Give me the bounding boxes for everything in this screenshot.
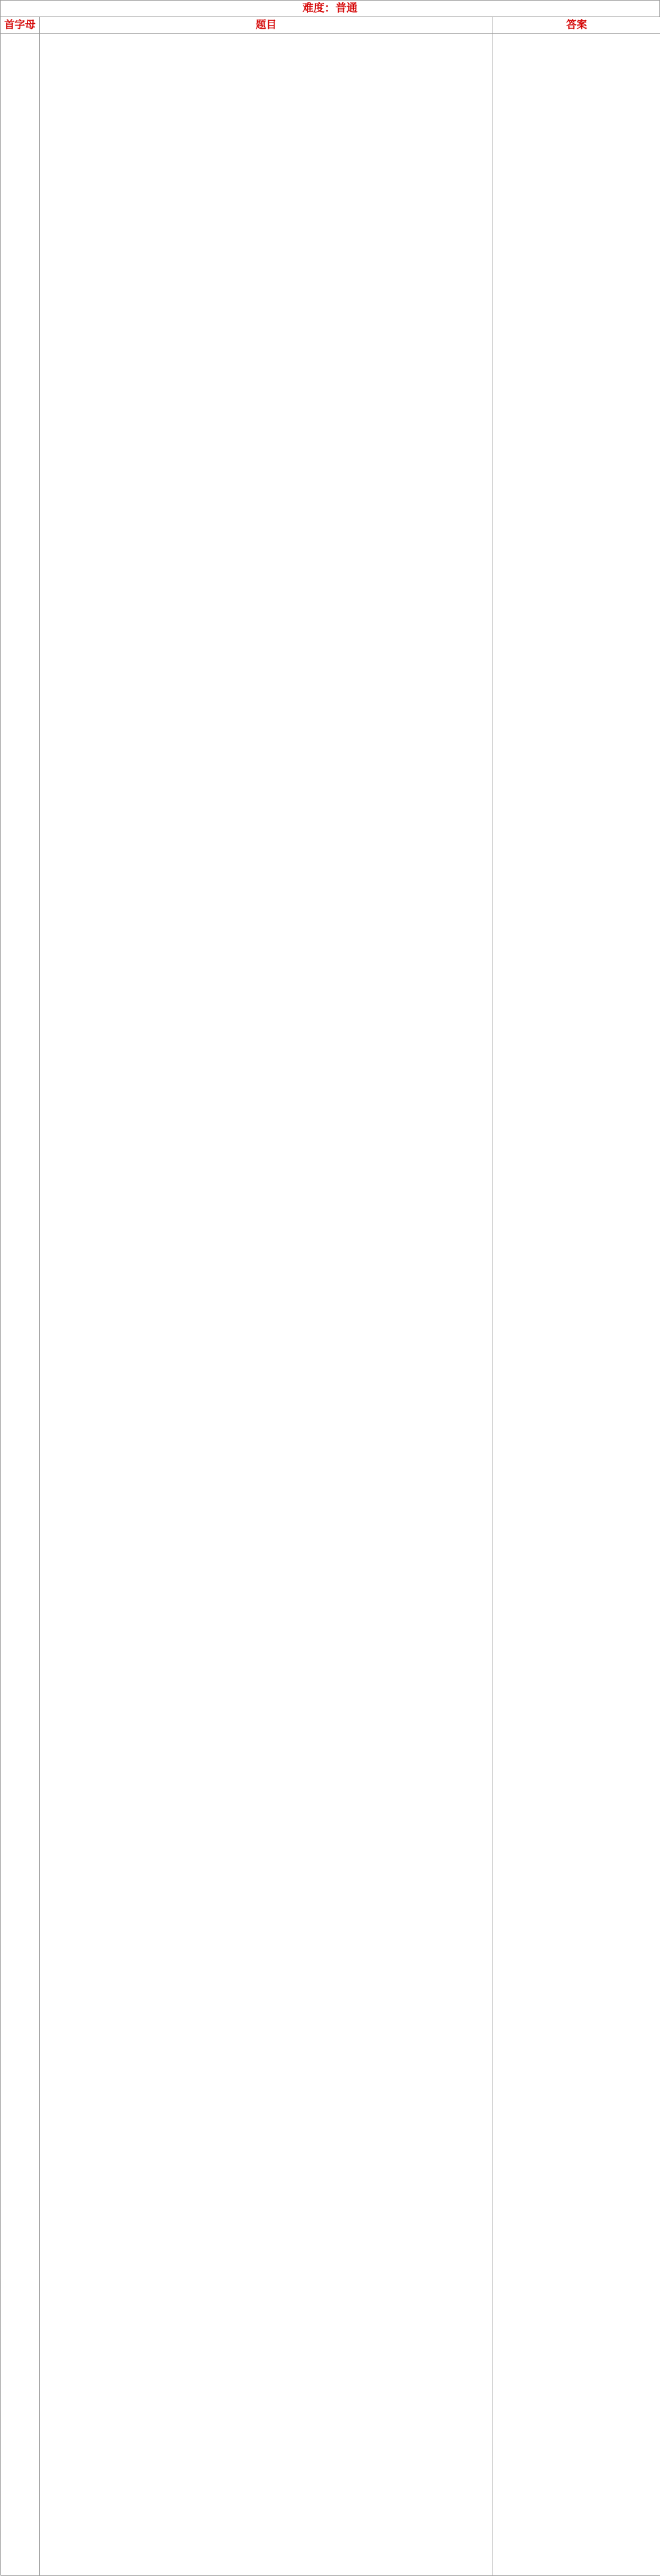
question-column bbox=[40, 34, 493, 2576]
question-column-header: 题目 bbox=[40, 17, 493, 33]
answer-column-header: 答案 bbox=[493, 17, 660, 33]
answer-column bbox=[493, 34, 660, 2576]
initial-column-header: 首字母 bbox=[1, 17, 40, 33]
table-body bbox=[1, 34, 660, 2576]
column-header-row bbox=[1, 17, 660, 34]
difficulty-title: 难度：普通 bbox=[1, 1, 660, 17]
initial-column bbox=[1, 34, 40, 2576]
